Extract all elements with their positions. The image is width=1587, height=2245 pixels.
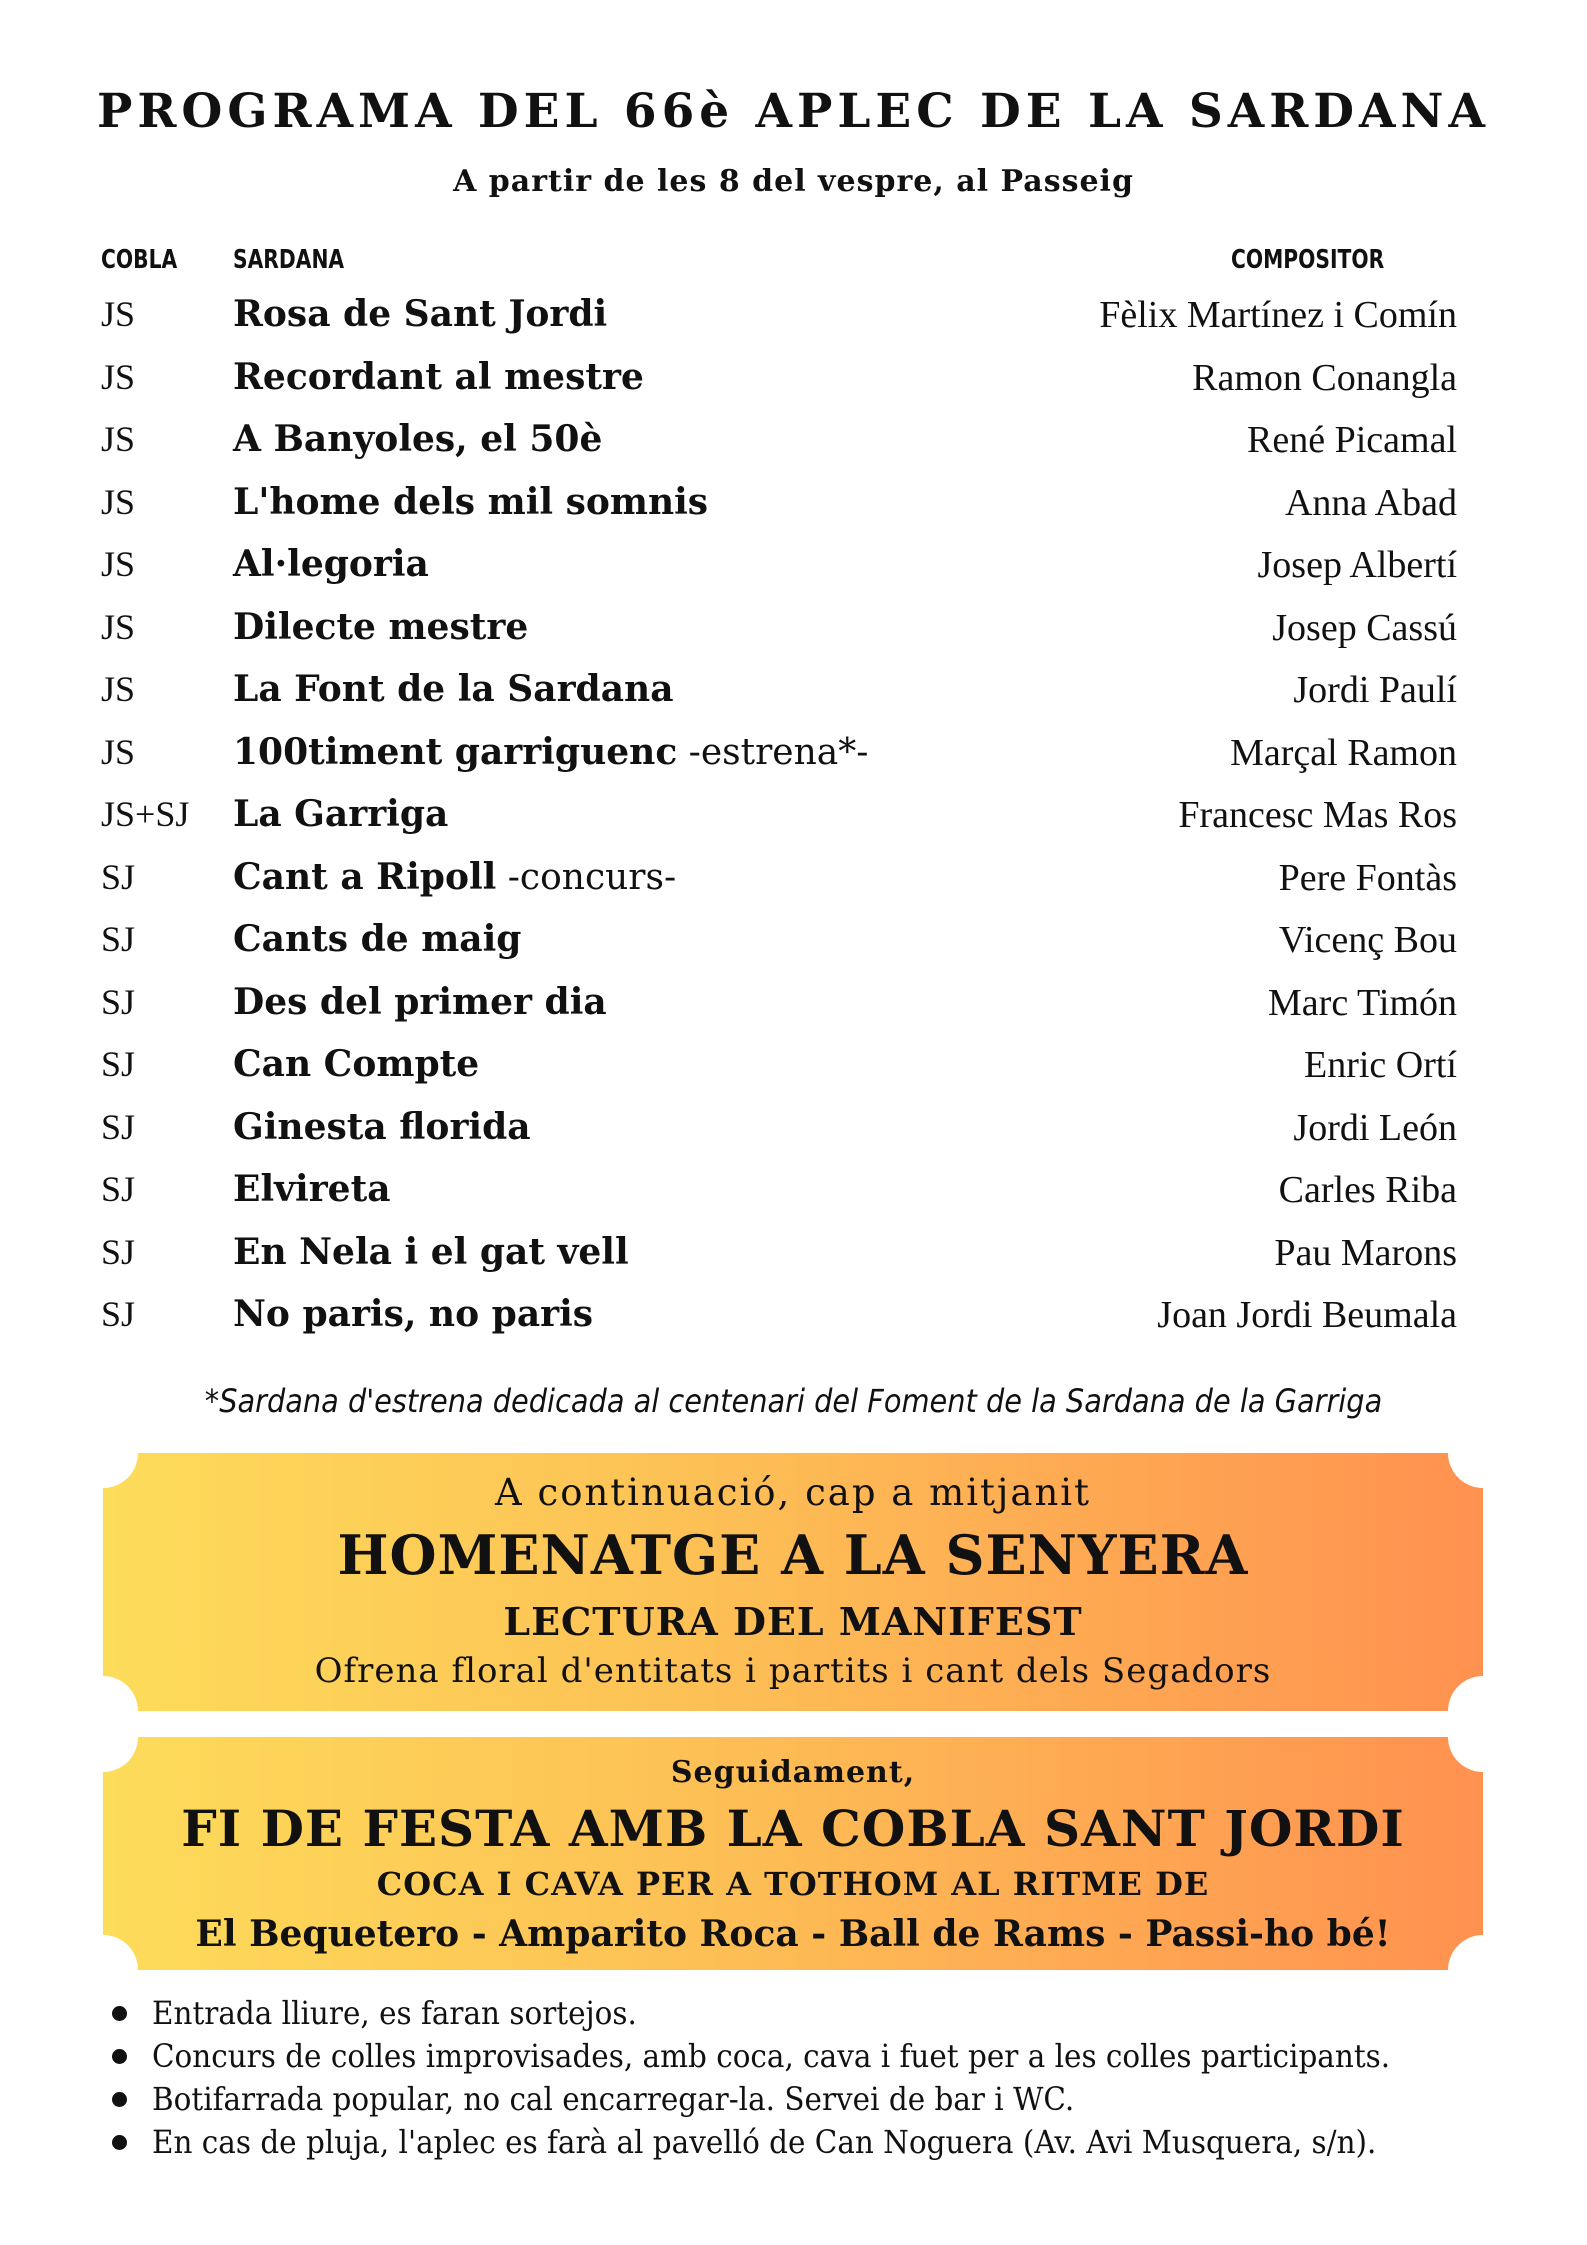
sardana-title bbox=[233, 1293, 593, 1335]
cobla-code: JS bbox=[101, 419, 136, 459]
program-row bbox=[0, 543, 1587, 606]
program-row bbox=[0, 481, 1587, 544]
composer-name: Francesc Mas Ros bbox=[1178, 794, 1457, 836]
composer-name: René Picamal bbox=[1247, 419, 1457, 461]
program-row bbox=[0, 981, 1587, 1044]
homage-intro: A continuació, cap a mitjanit bbox=[495, 1471, 1091, 1514]
composer-name: Vicenç Bou bbox=[1278, 919, 1457, 961]
info-item bbox=[108, 2037, 1548, 2080]
sardana-title bbox=[233, 293, 607, 335]
sardana-title bbox=[233, 543, 429, 585]
sardana-title bbox=[233, 856, 676, 898]
sardana-name: L'home dels mil somnis bbox=[233, 480, 709, 523]
program-list bbox=[0, 293, 1587, 1356]
sardana-name: No paris, no paris bbox=[233, 1293, 594, 1335]
sardana-name: La Font de la Sardana bbox=[233, 668, 674, 710]
composer-name: Carles Riba bbox=[1278, 1169, 1457, 1211]
program-row bbox=[0, 418, 1587, 481]
program-row bbox=[0, 856, 1587, 919]
sardana-title bbox=[233, 1043, 479, 1085]
closing-subtitle: COCA I CAVA PER A TOTHOM AL RITME DE bbox=[376, 1865, 1210, 1903]
program-row bbox=[0, 668, 1587, 731]
sardana-title bbox=[233, 793, 448, 835]
floral-offering: Ofrena floral d'entitats i partits i cant dels Segadors bbox=[314, 1651, 1272, 1691]
composer-name: Pau Marons bbox=[1274, 1231, 1457, 1274]
program-row bbox=[0, 918, 1587, 981]
sardana-title bbox=[233, 918, 521, 960]
sardana-title bbox=[233, 1168, 391, 1210]
closing-intro: Seguidament, bbox=[670, 1755, 916, 1790]
composer-name: Jordi Paulí bbox=[1293, 669, 1457, 711]
sardana-name: Rosa de Sant Jordi bbox=[233, 293, 608, 335]
sardana-note: -concurs- bbox=[496, 856, 677, 898]
info-item bbox=[108, 2123, 1548, 2166]
homage-title: HOMENATGE A LA SENYERA bbox=[337, 1523, 1249, 1587]
page-subtitle: A partir de les 8 del vespre, al Passeig bbox=[453, 164, 1134, 199]
sardana-title bbox=[233, 1231, 629, 1273]
closing-banner bbox=[103, 1737, 1483, 1970]
program-row bbox=[0, 793, 1587, 856]
footnote: *Sardana d'estrena dedicada al centenari del Foment de la Sardana de la Garriga bbox=[204, 1382, 1383, 1420]
sardana-title bbox=[233, 1106, 531, 1148]
cobla-code: JS bbox=[101, 294, 136, 334]
cobla-code: SJ bbox=[101, 1044, 136, 1084]
cobla-code: SJ bbox=[101, 856, 136, 897]
info-item bbox=[108, 2080, 1548, 2123]
program-row bbox=[0, 356, 1587, 419]
sardana-name: Cant a Ripoll bbox=[233, 855, 497, 898]
composer-name: Marçal Ramon bbox=[1230, 731, 1457, 774]
info-text: En cas de pluja, l'aplec es farà al pavelló de Can Noguera (Av. Avi Musquera, s/n). bbox=[152, 2123, 1377, 2161]
cobla-code: SJ bbox=[101, 1231, 136, 1272]
cobla-code: SJ bbox=[101, 919, 136, 959]
composer-name: Ramon Conangla bbox=[1192, 356, 1457, 399]
closing-songs: El Bequetero - Amparito Roca - Ball de Rams - Passi-ho bé! bbox=[195, 1913, 1391, 1955]
column-header-cobla: COBLA bbox=[101, 245, 178, 275]
cobla-code: JS bbox=[101, 731, 136, 772]
sardana-name: En Nela i el gat vell bbox=[233, 1230, 629, 1273]
program-row bbox=[0, 606, 1587, 669]
homage-banner bbox=[103, 1453, 1483, 1711]
program-row bbox=[0, 1231, 1587, 1294]
sardana-name: Ginesta florida bbox=[233, 1105, 531, 1148]
program-row bbox=[0, 1168, 1587, 1231]
sardana-title bbox=[233, 606, 528, 648]
cobla-code: SJ bbox=[101, 1169, 136, 1209]
info-text: Botifarrada popular, no cal encarregar-la. Servei de bar i WC. bbox=[152, 2080, 1075, 2118]
cobla-code: SJ bbox=[101, 1106, 136, 1147]
composer-name: Anna Abad bbox=[1284, 481, 1457, 524]
info-text: Entrada lliure, es faran sortejos. bbox=[152, 1994, 637, 2032]
composer-name: Enric Ortí bbox=[1303, 1044, 1457, 1086]
program-row bbox=[0, 731, 1587, 794]
info-text: Concurs de colles improvisades, amb coca, cava i fuet per a les colles participants. bbox=[152, 2037, 1391, 2075]
sardana-name: Dilecte mestre bbox=[233, 605, 529, 648]
program-row bbox=[0, 1293, 1587, 1356]
sardana-name: A Banyoles, el 50è bbox=[233, 418, 603, 460]
sardana-title bbox=[233, 981, 607, 1023]
cobla-code: JS+SJ bbox=[101, 794, 190, 834]
sardana-name: Cants de maig bbox=[233, 918, 522, 960]
cobla-code: SJ bbox=[101, 1294, 136, 1334]
composer-name: Joan Jordi Beumala bbox=[1157, 1294, 1457, 1336]
sardana-title bbox=[233, 481, 708, 523]
page-title: PROGRAMA DEL 66è APLEC DE LA SARDANA bbox=[97, 84, 1490, 139]
column-header-composer: COMPOSITOR bbox=[1231, 245, 1385, 275]
composer-name: Josep Cassú bbox=[1272, 606, 1457, 649]
cobla-code: JS bbox=[101, 356, 136, 397]
composer-name: Pere Fontàs bbox=[1278, 856, 1457, 899]
sardana-name: Des del primer dia bbox=[233, 980, 607, 1023]
cobla-code: SJ bbox=[101, 981, 136, 1022]
sardana-title bbox=[233, 731, 868, 773]
program-row bbox=[0, 293, 1587, 356]
cobla-code: JS bbox=[101, 669, 136, 709]
composer-name: Jordi León bbox=[1293, 1106, 1457, 1149]
composer-name: Marc Timón bbox=[1268, 981, 1457, 1024]
manifesto-reading: LECTURA DEL MANIFEST bbox=[503, 1599, 1083, 1644]
sardana-name: Recordant al mestre bbox=[233, 355, 644, 398]
sardana-name: 100timent garriguenc bbox=[233, 730, 678, 773]
sardana-title bbox=[233, 356, 644, 398]
column-header-sardana: SARDANA bbox=[233, 245, 345, 275]
sardana-name: Elvireta bbox=[233, 1168, 391, 1210]
sardana-name: Al·legoria bbox=[233, 543, 429, 585]
sardana-name: La Garriga bbox=[233, 793, 449, 835]
sardana-note: -estrena*- bbox=[677, 731, 869, 773]
composer-name: Fèlix Martínez i Comín bbox=[1099, 294, 1457, 336]
sardana-name: Can Compte bbox=[233, 1043, 480, 1085]
closing-title: FI DE FESTA AMB LA COBLA SANT JORDI bbox=[181, 1799, 1405, 1858]
cobla-code: JS bbox=[101, 606, 136, 647]
cobla-code: JS bbox=[101, 544, 136, 584]
cobla-code: JS bbox=[101, 481, 136, 522]
info-item bbox=[108, 1994, 1548, 2037]
program-row bbox=[0, 1106, 1587, 1169]
composer-name: Josep Albertí bbox=[1257, 544, 1457, 586]
sardana-title bbox=[233, 418, 602, 460]
sardana-title bbox=[233, 668, 674, 710]
program-row bbox=[0, 1043, 1587, 1106]
info-list bbox=[108, 1994, 1548, 2166]
